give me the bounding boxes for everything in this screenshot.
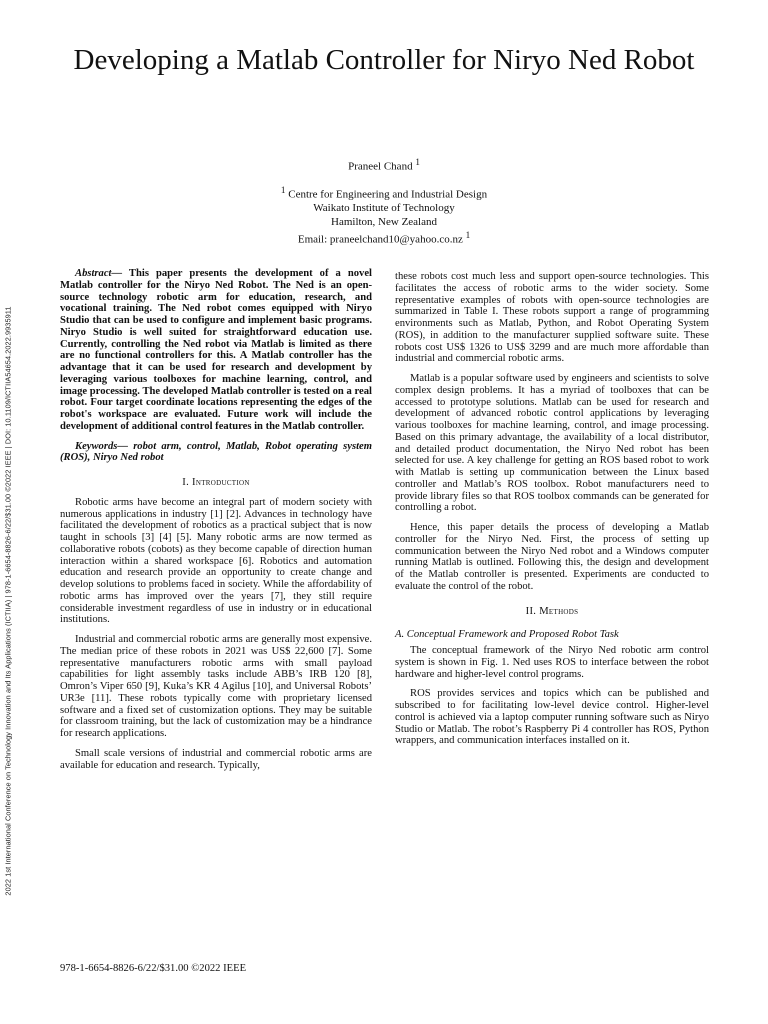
paper-title: Developing a Matlab Controller for Niryo Ned Robot [73,44,695,76]
intro-paragraph-3: Small scale versions of industrial and commercial robotic arms are available for education and research. Typically, [60,747,372,771]
intro-paragraph-5: Hence, this paper details the process of developing a Matlab controller for the Niryo Ned. First, the process of setting up communication between the Niryo Ned robot and a Windows computer running Matlab is outlined. Following this, the design and development of the Matlab controller is presented. Experiments are conducted to evaluate the control of the robot. [395,522,709,592]
abstract: Abstract— This paper presents the development of a novel Matlab controller for the Niryo Ned Robot. The Ned is an open-source technology robotic arm for education, research, and vocational training. The Ned robot comes equipped with Niryo Studio that can be used to configure and implement basic programs. Niryo Studio is well suited for straightforward education use. Currently, controlling the Ned robot via Matlab is limited as there are no functional controllers for this. A Matlab controller has the advantage that it can be used for research and development by leveraging various toolboxes for machine learning, control, and image processing. The developed Matlab controller is tested on a real robot. Four target coordinate locations representing the edges of the robot's workspace are evaluated. Future work will include the development of additional control features in the Matlab controller. [60,268,372,432]
affiliation-line-2: Waikato Institute of Technology [313,202,455,215]
intro-paragraph-2: Industrial and commercial robotic arms are generally most expensive. The median price of these robots in 2021 was US$ 22,600 [7]. Some representative manufacturers robotic arms with small payload capabilities for light assembly tasks include ABB’s IRB 120 [8], Omron’s Viper 650 [9], Kuka’s KR 4 Agilus [10], and Universal Robots’ UR3e [11]. These robots typically come with proprietary licensed software and a fixed set of customization options. They may be suitable for classroom training, but the lack of customization may be a hindrance for research applications. [60,634,372,739]
side-citation-text: 2022 1st International Conference on Technology Innovation and Its Applications (ICTIIA) | 978-1-6654-8826-6/22/$31.00 ©2022 IEEE | DOI: 10.1109/ICTIIA54654.2022.9935911 [3,306,13,896]
intro-paragraph-4: Matlab is a popular software used by engineers and scientists to solve complex design problems. It has a myriad of toolboxes that can be accessed to prototype solutions. Matlab can be used for research and development of advanced robotic control applications by leveraging various toolboxes for machine learning, control, and image processing. Based on this primary advantage, the availability of a local distributor, and detailed product documentation, the Niryo Ned robot has been selected for use. A key challenge for getting an ROS based robot to work with Matlab is setting up communication between the Linux based controller and Matlab’s ROS toolbox. Robot manufacturers need to provide library files so that ROS toolbox commands can be generated for controlling a robot. [395,373,709,514]
affiliation-line-3: Hamilton, New Zealand [331,215,437,228]
section-heading-methods: II. Methods [525,605,579,617]
author-block [100,156,668,247]
left-column [60,268,372,779]
methods-paragraph-1: The conceptual framework of the Niryo Ned robotic arm control system is shown in Fig. 1. Ned uses ROS to interface between the robot hardware and higher-level control programs. [395,645,709,680]
section-heading-introduction: I. Introduction [182,477,250,488]
methods-paragraph-2: ROS provides services and topics which can be published and subscribed to for facilitating low-level device control. Higher-level control is achieved via a laptop computer running software such as Niryo Studio or Matlab. The robot’s Raspberry Pi 4 controller has ROS, Python wrappers, and communication interfaces installed on it. [395,688,709,747]
side-citation-note [1,250,15,952]
author-email: Email: praneelchand10@yahoo.co.nz $^1$ [297,230,471,246]
subsection-heading-a: A. Conceptual Framework and Proposed Robot Task [395,629,619,641]
right-column [395,271,709,755]
author-name: Praneel Chand $^1$ [348,157,420,173]
intro-paragraph-3-cont: these robots cost much less and support open-source technologies. This facilitates the access of robotic arms to the wider society. Some representative examples of robots with open-source technologies are summarized in Table I. These robots support a range of programming environments such as Matlab, Python, and Robot Operating System (ROS), in addition to the manufacturer supplied software suite. These robots cost US$ 1326 to US$ 3299 and are much more affordable than industrial and commercial robotic arms. [395,271,709,365]
affiliation-line-1: $^1$ Centre for Engineering and Industrial Design [280,185,488,201]
intro-paragraph-1: Robotic arms have become an integral part of modern society with numerous applications in industry [1] [2]. Advances in technology have facilitated the development of robotics as a practical subject that is now taught in schools [3] [4] [5]. Many robotic arms are now termed as collaborative robots (cobots) as they become capable of direction human interaction within a shared workspace [6]. Robotics and automation education and research provide an opportunity to create change and develop solutions to problems faced in society. While the affordability of robotic arms has improved over the years [7], they still require considerable investment regardless of use in industry or in educational institutions. [60,496,372,626]
keywords: Keywords— robot arm, control, Matlab, Robot operating system (ROS), Niryo Ned robot [60,440,372,464]
footer-copyright: 978-1-6654-8826-6/22/$31.00 ©2022 IEEE [60,963,247,974]
